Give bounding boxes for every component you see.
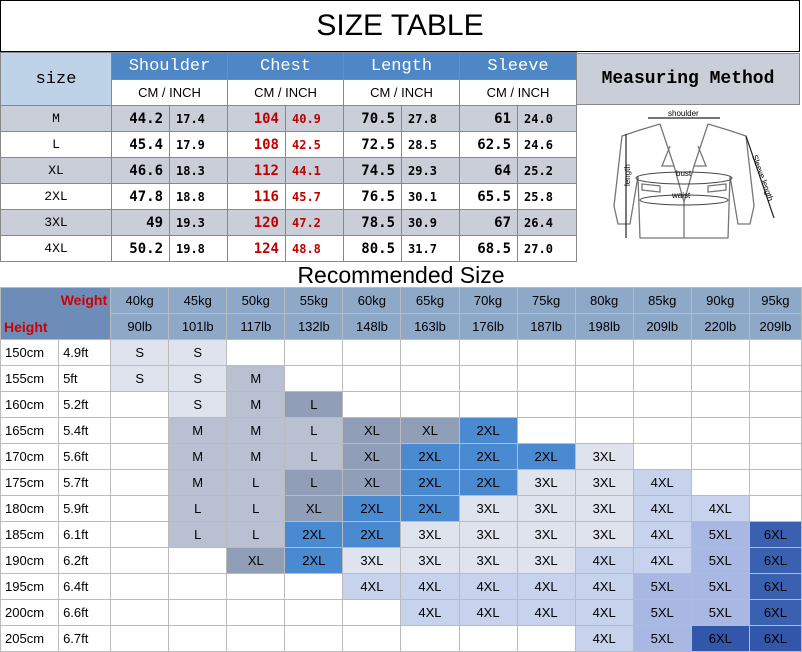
sleeve-header: Sleeve (460, 53, 577, 80)
height-ft: 5.9ft (59, 496, 111, 522)
length-header: Length (344, 53, 460, 80)
size-value: 25.2 (518, 158, 577, 184)
height-row (1, 548, 802, 574)
height-row (1, 340, 802, 366)
recommended-size-cell: 3XL (575, 522, 633, 548)
size-value: 31.7 (402, 236, 460, 262)
size-value: 116 (228, 184, 286, 210)
shoulder-header: Shoulder (112, 53, 228, 80)
weight-kg-header: 75kg (517, 288, 575, 314)
weight-lb-header: 90lb (111, 314, 169, 340)
waist-label: waist (672, 191, 691, 200)
weight-lb-header: 209lb (749, 314, 801, 340)
recommended-size-cell: XL (343, 470, 401, 496)
size-value: 45.7 (286, 184, 344, 210)
size-value: 19.3 (170, 210, 228, 236)
weight-lb-header: 117lb (227, 314, 285, 340)
recommended-size-cell (285, 366, 343, 392)
recommended-size-cell: L (285, 470, 343, 496)
size-value: 44.2 (112, 106, 170, 132)
weight-kg-header: 45kg (169, 288, 227, 314)
size-row (1, 236, 577, 262)
recommended-size-cell (517, 366, 575, 392)
size-value: 25.8 (518, 184, 577, 210)
recommended-size-cell: 3XL (401, 548, 459, 574)
size-value: 62.5 (460, 132, 518, 158)
recommended-size-cell: 3XL (575, 496, 633, 522)
recommended-size-cell (575, 392, 633, 418)
size-value: 112 (228, 158, 286, 184)
recommended-size-cell (343, 600, 401, 626)
recommended-size-cell: M (169, 418, 227, 444)
recommended-size-cell: 3XL (459, 496, 517, 522)
recommended-size-cell (517, 626, 575, 652)
recommended-size-cell (401, 340, 459, 366)
recommended-size-cell: 4XL (517, 600, 575, 626)
recommended-size-cell (401, 366, 459, 392)
shoulder-label: shoulder (668, 109, 699, 118)
recommended-size-cell: 5XL (633, 626, 691, 652)
size-row (1, 158, 577, 184)
size-value: 104 (228, 106, 286, 132)
recommended-size-cell (749, 418, 801, 444)
recommended-size-cell: XL (343, 444, 401, 470)
size-value: 48.8 (286, 236, 344, 262)
recommended-size-cell: XL (343, 418, 401, 444)
recommended-size-cell (111, 574, 169, 600)
weight-kg-header: 70kg (459, 288, 517, 314)
recommended-size-cell: 5XL (691, 548, 749, 574)
height-ft: 6.1ft (59, 522, 111, 548)
size-value: 72.5 (344, 132, 402, 158)
height-ft: 6.6ft (59, 600, 111, 626)
recommended-size-cell (517, 392, 575, 418)
recommended-size-cell (227, 600, 285, 626)
recommended-size-cell (691, 366, 749, 392)
height-row (1, 418, 802, 444)
weight-kg-header: 95kg (749, 288, 801, 314)
weight-lb-header: 209lb (633, 314, 691, 340)
size-name: L (1, 132, 112, 158)
recommended-size-cell: 4XL (633, 496, 691, 522)
height-ft: 5ft (59, 366, 111, 392)
size-header: size (1, 53, 112, 106)
weight-height-corner (1, 288, 111, 340)
recommended-size-cell (169, 574, 227, 600)
recommended-size-cell: M (169, 470, 227, 496)
recommended-size-cell: 3XL (517, 470, 575, 496)
size-value: 24.0 (518, 106, 577, 132)
recommended-size-cell: 3XL (517, 522, 575, 548)
size-value: 61 (460, 106, 518, 132)
recommended-size-cell (575, 366, 633, 392)
recommended-size-cell: 2XL (459, 470, 517, 496)
size-value: 120 (228, 210, 286, 236)
height-label: Height (4, 319, 48, 335)
size-value: 80.5 (344, 236, 402, 262)
recommended-size-cell (227, 626, 285, 652)
size-value: 47.8 (112, 184, 170, 210)
height-ft: 5.2ft (59, 392, 111, 418)
recommended-size-cell (343, 392, 401, 418)
recommended-size-cell: 2XL (459, 418, 517, 444)
recommended-size-cell: 3XL (401, 522, 459, 548)
recommended-size-cell: L (227, 470, 285, 496)
measuring-method-header: Measuring Method (576, 53, 800, 105)
recommended-size-cell (691, 392, 749, 418)
size-value: 45.4 (112, 132, 170, 158)
size-value: 46.6 (112, 158, 170, 184)
chest-unit: CM / INCH (228, 80, 344, 106)
shoulder-unit: CM / INCH (112, 80, 228, 106)
recommended-size-cell: 4XL (517, 574, 575, 600)
recommended-size-cell (169, 548, 227, 574)
height-ft: 4.9ft (59, 340, 111, 366)
recommended-size-cell (111, 418, 169, 444)
weight-kg-header: 60kg (343, 288, 401, 314)
recommended-size-cell (749, 470, 801, 496)
weight-kg-header: 85kg (633, 288, 691, 314)
recommended-size-cell: M (227, 366, 285, 392)
recommended-size-cell (343, 626, 401, 652)
recommended-size-cell: 4XL (459, 574, 517, 600)
size-value: 24.6 (518, 132, 577, 158)
height-cm: 160cm (1, 392, 59, 418)
height-row (1, 626, 802, 652)
height-cm: 205cm (1, 626, 59, 652)
recommended-size-cell (343, 366, 401, 392)
recommended-size-cell (459, 340, 517, 366)
recommended-size-cell: S (169, 366, 227, 392)
size-value: 30.1 (402, 184, 460, 210)
height-cm: 170cm (1, 444, 59, 470)
size-table (0, 52, 577, 262)
recommended-size-cell: 3XL (459, 522, 517, 548)
weight-lb-header: 187lb (517, 314, 575, 340)
size-value: 27.8 (402, 106, 460, 132)
recommended-size-cell: 4XL (575, 548, 633, 574)
recommended-size-cell (111, 470, 169, 496)
size-row (1, 106, 577, 132)
size-row (1, 210, 577, 236)
recommended-size-cell (459, 366, 517, 392)
height-cm: 180cm (1, 496, 59, 522)
sleeve-unit: CM / INCH (460, 80, 577, 106)
recommended-size-cell: S (169, 392, 227, 418)
size-value: 67 (460, 210, 518, 236)
recommended-size-cell (111, 548, 169, 574)
bust-label: bust (676, 169, 692, 178)
weight-kg-header: 65kg (401, 288, 459, 314)
size-value: 64 (460, 158, 518, 184)
size-value: 26.4 (518, 210, 577, 236)
size-value: 17.4 (170, 106, 228, 132)
height-ft: 6.7ft (59, 626, 111, 652)
weight-lb-header: 132lb (285, 314, 343, 340)
height-ft: 6.4ft (59, 574, 111, 600)
recommended-size-cell: L (227, 522, 285, 548)
size-value: 42.5 (286, 132, 344, 158)
recommended-size-cell: L (285, 392, 343, 418)
recommended-size-cell: S (111, 340, 169, 366)
weight-kg-header: 90kg (691, 288, 749, 314)
recommended-size-cell (111, 522, 169, 548)
recommended-size-cell (691, 418, 749, 444)
recommended-size-cell: 4XL (575, 574, 633, 600)
size-row (1, 132, 577, 158)
recommended-size-cell: 2XL (517, 444, 575, 470)
recommended-size-cell (285, 600, 343, 626)
recommended-size-cell: 4XL (343, 574, 401, 600)
size-value: 76.5 (344, 184, 402, 210)
size-name: 4XL (1, 236, 112, 262)
recommended-size-cell (749, 340, 801, 366)
height-row (1, 574, 802, 600)
recommended-size-cell: L (169, 496, 227, 522)
recommended-size-cell: 5XL (691, 600, 749, 626)
recommended-size-cell (749, 444, 801, 470)
weight-lb-header: 148lb (343, 314, 401, 340)
recommended-size-cell (285, 626, 343, 652)
recommended-size-cell: 5XL (633, 600, 691, 626)
recommended-size-cell (285, 340, 343, 366)
height-row (1, 600, 802, 626)
recommended-size-cell (691, 340, 749, 366)
recommended-size-cell: 3XL (343, 548, 401, 574)
recommended-size-cell: 5XL (691, 574, 749, 600)
chest-header: Chest (228, 53, 344, 80)
recommended-size-cell: M (227, 392, 285, 418)
recommended-size-cell (111, 626, 169, 652)
weight-kg-header: 55kg (285, 288, 343, 314)
length-label: length (623, 164, 632, 186)
recommended-size-cell: S (111, 366, 169, 392)
size-name: XL (1, 158, 112, 184)
height-row (1, 366, 802, 392)
height-row (1, 470, 802, 496)
recommended-size-cell: XL (401, 418, 459, 444)
recommended-size-cell: 5XL (691, 522, 749, 548)
height-cm: 165cm (1, 418, 59, 444)
size-name: 2XL (1, 184, 112, 210)
recommended-size-cell (691, 444, 749, 470)
weight-lb-header: 101lb (169, 314, 227, 340)
recommended-size-cell: 4XL (401, 600, 459, 626)
size-value: 68.5 (460, 236, 518, 262)
weight-lb-header: 176lb (459, 314, 517, 340)
recommended-size-cell: 2XL (285, 522, 343, 548)
height-ft: 5.6ft (59, 444, 111, 470)
recommended-size-cell: 4XL (633, 548, 691, 574)
recommended-size-cell: 5XL (633, 574, 691, 600)
size-value: 49 (112, 210, 170, 236)
recommended-size-cell (633, 366, 691, 392)
length-unit: CM / INCH (344, 80, 460, 106)
size-name: M (1, 106, 112, 132)
recommended-size-cell (749, 366, 801, 392)
recommended-size-cell: 6XL (749, 548, 801, 574)
height-row (1, 444, 802, 470)
size-value: 108 (228, 132, 286, 158)
recommended-size-title: Recommended Size (297, 261, 505, 288)
recommended-size-cell: 4XL (401, 574, 459, 600)
recommended-size-cell (691, 470, 749, 496)
recommended-size-cell: S (169, 340, 227, 366)
recommended-size-cell: L (169, 522, 227, 548)
size-value: 40.9 (286, 106, 344, 132)
height-cm: 200cm (1, 600, 59, 626)
size-value: 18.3 (170, 158, 228, 184)
recommended-size-cell: 6XL (749, 522, 801, 548)
height-cm: 190cm (1, 548, 59, 574)
recommended-size-cell: 6XL (749, 626, 801, 652)
weight-lb-header: 220lb (691, 314, 749, 340)
height-cm: 150cm (1, 340, 59, 366)
recommended-size-cell (111, 600, 169, 626)
height-cm: 155cm (1, 366, 59, 392)
recommended-size-cell (459, 392, 517, 418)
weight-label: Weight (60, 292, 108, 308)
recommended-size-cell: 3XL (575, 444, 633, 470)
recommended-size-cell (633, 392, 691, 418)
recommended-size-cell: 4XL (575, 600, 633, 626)
recommended-size-cell: 2XL (401, 444, 459, 470)
recommended-size-cell: 3XL (517, 496, 575, 522)
recommended-size-table (0, 287, 802, 652)
recommended-size-cell (401, 626, 459, 652)
recommended-size-cell: 2XL (285, 548, 343, 574)
recommended-size-cell (111, 392, 169, 418)
recommended-size-cell (227, 340, 285, 366)
weight-kg-header: 40kg (111, 288, 169, 314)
recommended-size-cell (169, 600, 227, 626)
recommended-size-cell (575, 340, 633, 366)
recommended-size-cell (749, 392, 801, 418)
size-value: 124 (228, 236, 286, 262)
recommended-size-cell: 3XL (459, 548, 517, 574)
size-value: 29.3 (402, 158, 460, 184)
size-value: 44.1 (286, 158, 344, 184)
weight-lb-header: 163lb (401, 314, 459, 340)
recommended-size-cell: 4XL (575, 626, 633, 652)
height-cm: 185cm (1, 522, 59, 548)
size-value: 17.9 (170, 132, 228, 158)
recommended-size-cell (401, 392, 459, 418)
recommended-size-cell: 6XL (749, 600, 801, 626)
recommended-size-cell: 6XL (691, 626, 749, 652)
recommended-size-cell: L (285, 444, 343, 470)
recommended-size-cell (517, 418, 575, 444)
weight-lb-header: 198lb (575, 314, 633, 340)
height-cm: 175cm (1, 470, 59, 496)
recommended-size-cell (227, 574, 285, 600)
recommended-size-cell (343, 340, 401, 366)
size-value: 27.0 (518, 236, 577, 262)
size-value: 78.5 (344, 210, 402, 236)
size-value: 65.5 (460, 184, 518, 210)
size-value: 18.8 (170, 184, 228, 210)
recommended-size-cell: 2XL (401, 496, 459, 522)
recommended-size-cell: M (227, 418, 285, 444)
recommended-size-cell: 4XL (459, 600, 517, 626)
height-row (1, 496, 802, 522)
height-row (1, 392, 802, 418)
size-value: 30.9 (402, 210, 460, 236)
recommended-size-cell: 6XL (749, 574, 801, 600)
recommended-size-cell: 4XL (633, 522, 691, 548)
recommended-size-cell (749, 496, 801, 522)
recommended-size-cell (633, 444, 691, 470)
recommended-size-cell: 2XL (401, 470, 459, 496)
recommended-size-cell (285, 574, 343, 600)
height-ft: 6.2ft (59, 548, 111, 574)
height-ft: 5.7ft (59, 470, 111, 496)
size-value: 19.8 (170, 236, 228, 262)
recommended-size-cell: M (227, 444, 285, 470)
size-value: 28.5 (402, 132, 460, 158)
recommended-size-cell: 4XL (691, 496, 749, 522)
recommended-size-cell: XL (285, 496, 343, 522)
recommended-size-cell: L (285, 418, 343, 444)
jacket-diagram (578, 106, 800, 260)
recommended-size-cell: 2XL (459, 444, 517, 470)
height-row (1, 522, 802, 548)
size-value: 74.5 (344, 158, 402, 184)
recommended-size-cell (459, 626, 517, 652)
recommended-size-cell (633, 418, 691, 444)
recommended-size-cell: M (169, 444, 227, 470)
size-value: 47.2 (286, 210, 344, 236)
recommended-size-cell: 2XL (343, 496, 401, 522)
recommended-size-cell (633, 340, 691, 366)
recommended-size-cell: L (227, 496, 285, 522)
recommended-size-cell (517, 340, 575, 366)
recommended-size-cell (111, 444, 169, 470)
recommended-size-cell: 3XL (517, 548, 575, 574)
size-name: 3XL (1, 210, 112, 236)
recommended-size-cell (575, 418, 633, 444)
page-title: SIZE TABLE (0, 0, 800, 52)
recommended-size-cell (169, 626, 227, 652)
sleeve-length-label: Sleeve length (750, 153, 776, 203)
weight-kg-header: 80kg (575, 288, 633, 314)
height-ft: 5.4ft (59, 418, 111, 444)
size-value: 50.2 (112, 236, 170, 262)
recommended-size-cell (111, 496, 169, 522)
size-value: 70.5 (344, 106, 402, 132)
recommended-size-cell: 4XL (633, 470, 691, 496)
recommended-size-cell: 3XL (575, 470, 633, 496)
recommended-size-cell: 2XL (343, 522, 401, 548)
weight-kg-header: 50kg (227, 288, 285, 314)
recommended-size-cell: XL (227, 548, 285, 574)
height-cm: 195cm (1, 574, 59, 600)
size-row (1, 184, 577, 210)
